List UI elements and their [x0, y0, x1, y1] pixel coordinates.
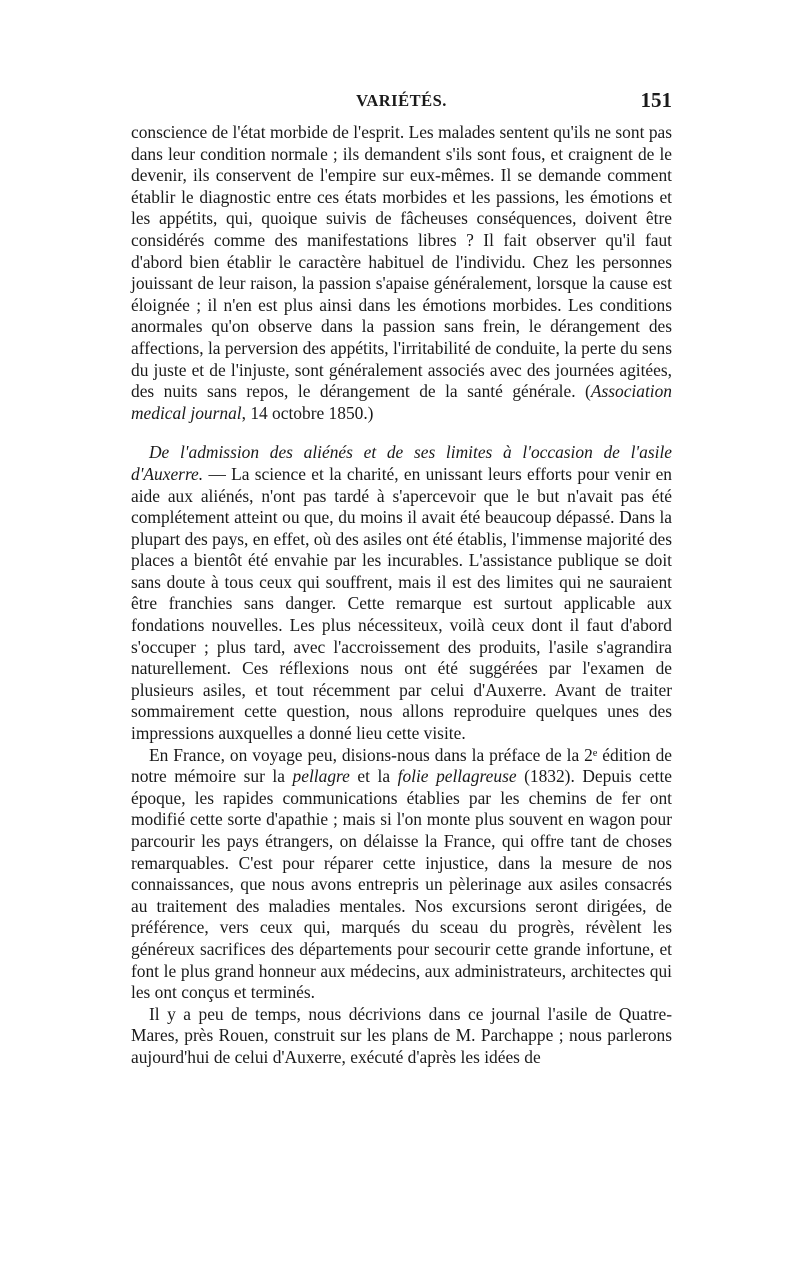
text-segment: En France, on voyage peu, disions-nous dans la préface de la 2ᵉ édition de notre mémoire sur la: [131, 744, 672, 787]
text-segment: Il y a peu de temps, nous décrivions dans ce journal l'asile de Quatre-Mares, près Rouen, construit sur les plans de M. Parchappe ; nous parlerons aujourd'hui de celui d'Auxerre, exécuté d'après les idées de: [131, 1003, 672, 1067]
book-page: [131, 90, 672, 1069]
text-segment: — La science et la charité, en unissant leurs efforts pour venir en aide aux aliénés, n'ont pas tardé à s'apercevoir que le but n'avait pas été complétement atteint ou que, du moins il avait été beaucoup dépassé. Dans la plupart des pays, en effet, où des asiles ont été établis, l'immense majorité des places a bientôt été envahie par les incurables. L'assistance publique se doit sans doute à tous ceux qui souffrent, mais il est des limites qui ne sauraient être franchies sans danger. Cette remarque est surtout applicable aux fondations nouvelles. Les plus nécessiteux, voilà ceux dont il faut d'abord s'occuper ; plus tard, avec l'accroissement des produits, l'asile s'agrandira naturellement. Ces réflexions nous ont été suggérées par l'examen de plusieurs asiles, et tout récemment par celui d'Auxerre. Avant de traiter sommairement cette question, nous allons reproduire quelques unes des impressions auxquelles a donné lieu cette visite.: [131, 463, 672, 744]
italic-term: pellagre: [292, 766, 350, 787]
paragraph-4: [131, 1004, 672, 1069]
italic-term: folie pellagreuse: [397, 766, 517, 787]
page-number: 151: [640, 88, 672, 112]
paragraph-1: [131, 122, 672, 424]
text-segment: (1832). Depuis cette époque, les rapides communications établies par les chemins de fer ont modifié cette sorte d'apathie ; mais si l'on monte plus souvent en wagon pour parcourir les pays étrangers, on délaisse la France, qui offre tant de choses remarquables. C'est pour réparer cette injustice, dans la mesure de nos connaissances, que nous avons entrepris un pèlerinage aux asiles consacrés au traitement des maladies mentales. Nos excursions seront dirigées, de préférence, vers ceux qui, marqués du sceau du progrès, révèlent les généreux sacrifices des départements pour secourir cette grande infortune, et font le plus grand honneur aux médecins, aux administrateurs, architectes qui les ont conçus et terminés.: [131, 766, 673, 1003]
paragraph-2: [131, 442, 672, 744]
section-gap: [131, 424, 672, 442]
page-header: [131, 90, 672, 116]
paragraph-3: [131, 745, 672, 1004]
journal-citation: Association medical journal: [131, 381, 672, 423]
text-segment: et la: [349, 766, 398, 787]
section-title: De l'admission des aliénés et de ses limites à l'occasion de l'asile d'Auxerre.: [131, 442, 672, 484]
running-title: VARIÉTÉS.: [356, 91, 447, 110]
text-segment: conscience de l'état morbide de l'esprit. Les malades sentent qu'ils ne sont pas dans leur condition normale ; ils demandent s'ils sont fous, et craignent de le devenir, ils conservent de l'empire sur eux-mêmes. Il se demande comment établir le diagnostic entre ces états morbides et les passions, les émotions et les appétits, qui, quoique suivis de fâcheuses conséquences, doivent être considérés comme des manifestations libres ? Il fait observer qu'il faut d'abord bien établir le caractère habituel de l'individu. Chez les personnes jouissant de leur raison, la passion s'apaise généralement, lorsque la cause est éloignée ; il n'en est plus ainsi dans les émotions morbides. Les conditions anormales qu'on observe dans la passion sans frein, le dérangement des affections, la perversion des appétits, l'irritabilité de conduite, la perte du sens du juste et de l'injuste, sont généralement associés avec des journées agitées, des nuits sans repos, le dérangement de la santé générale. (: [131, 122, 672, 402]
text-segment: , 14 octobre 1850.): [241, 402, 374, 423]
